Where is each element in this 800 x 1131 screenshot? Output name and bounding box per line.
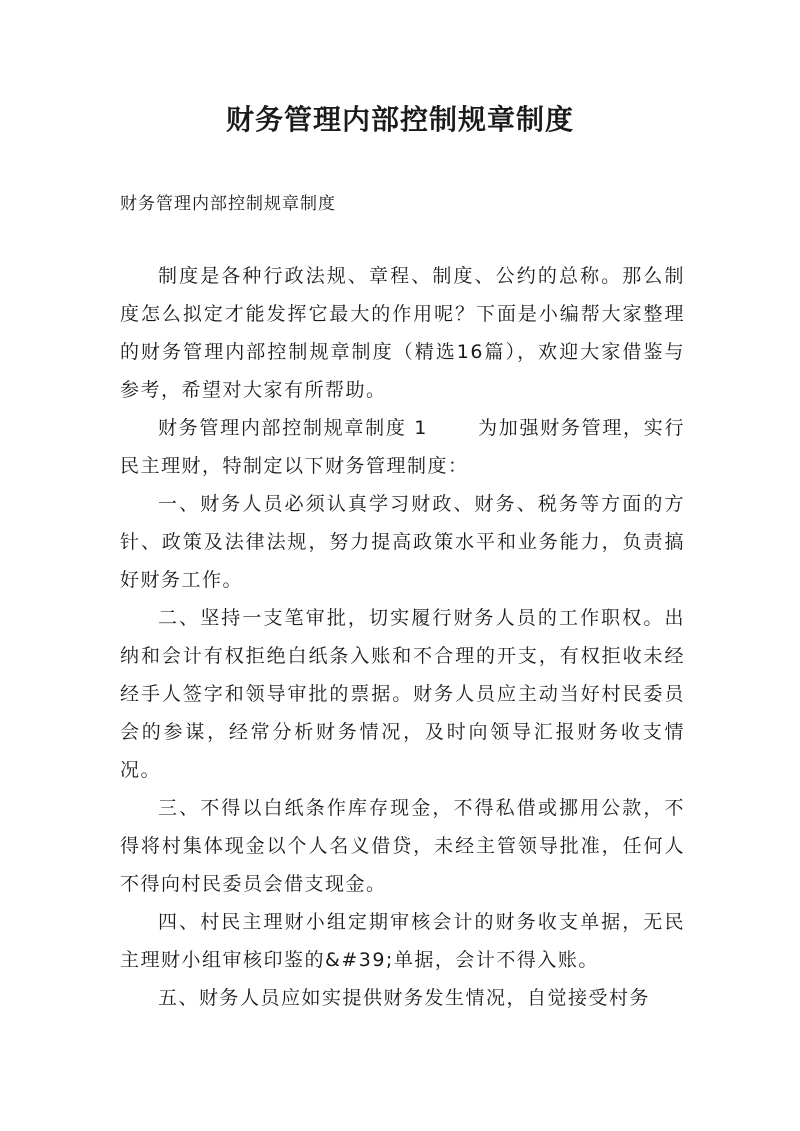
rule-paragraph-4: 四、村民主理财小组定期审核会计的财务收支单据，无民主理财小组审核印鉴的&#39;单据，会计不得入账。 bbox=[120, 911, 685, 971]
rule-paragraph-2: 二、坚持一支笔审批，切实履行财务人员的工作职权。出纳和会计有权拒绝白纸条入账和不合理的开支，有权拒收未经经手人签字和领导审批的票据。财务人员应主动当好村民委员会的参谋，经常分析财务情况，及时向领导汇报财务收支情况。 bbox=[120, 607, 685, 781]
document-body bbox=[120, 257, 685, 1017]
section-paragraph bbox=[120, 409, 685, 485]
document-subtitle: 财务管理内部控制规章制度 bbox=[120, 194, 336, 214]
page-title: 财务管理内部控制规章制度 bbox=[225, 103, 574, 136]
rule-paragraph-5: 五、财务人员应如实提供财务发生情况，自觉接受村务 bbox=[158, 987, 651, 1009]
section-heading: 财务管理内部控制规章制度 1 bbox=[158, 417, 428, 439]
rule-paragraph-3: 三、不得以白纸条作库存现金，不得私借或挪用公款，不得将村集体现金以个人名义借贷，未经主管领导批准，任何人不得向村民委员会借支现金。 bbox=[120, 797, 685, 895]
section-lead: 为加强财务管理，实行民主理财，特制定以下财务管理制度： bbox=[120, 417, 685, 477]
rule-paragraph-1: 一、财务人员必须认真学习财政、财务、税务等方面的方针、政策及法律法规，努力提高政策水平和业务能力，负责搞好财务工作。 bbox=[120, 493, 685, 591]
intro-paragraph: 制度是各种行政法规、章程、制度、公约的总称。那么制度怎么拟定才能发挥它最大的作用呢？下面是小编帮大家整理的财务管理内部控制规章制度（精选16篇），欢迎大家借鉴与参考，希望对大家有所帮助。 bbox=[120, 265, 685, 401]
